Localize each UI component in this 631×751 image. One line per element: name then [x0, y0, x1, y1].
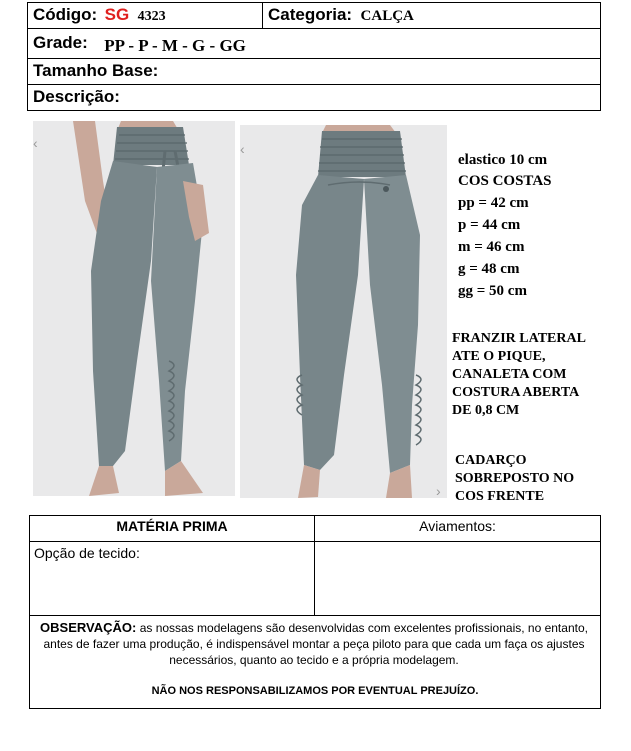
aviamentos-header: Aviamentos: — [419, 518, 496, 534]
cadarco-notes — [455, 452, 625, 506]
opcao-tecido-label: Opção de tecido: — [34, 545, 140, 561]
franzir-line-3: CANALETA COM — [452, 367, 567, 382]
pants-back-photo — [240, 125, 447, 498]
codigo-prefix: SG — [104, 5, 130, 24]
disclaimer: NÃO NOS RESPONSABILIZAMOS POR EVENTUAL PREJUÍZO. — [151, 685, 479, 697]
grade-value: PP - P - M - G - GG — [104, 36, 246, 55]
spec-line-cos-costas: COS COSTAS — [458, 173, 552, 189]
pants-back-illustration — [240, 125, 447, 498]
categoria-field — [268, 5, 414, 25]
cadarco-line-2: SOBREPOSTO NO — [455, 471, 575, 486]
categoria-label: Categoria: — [268, 5, 353, 24]
grade-field — [33, 33, 246, 53]
codigo-field — [33, 5, 166, 25]
franzir-line-1: FRANZIR LATERAL — [452, 331, 586, 346]
franzir-line-2: ATE O PIQUE, — [452, 349, 546, 364]
cadarco-line-1: CADARÇO — [455, 453, 527, 468]
spec-line-g: g = 48 cm — [458, 261, 520, 277]
descricao-label: Descrição: — [33, 87, 120, 106]
codigo-label: Código: — [33, 5, 98, 24]
spec-line-pp: pp = 42 cm — [458, 195, 529, 211]
spec-line-m: m = 46 cm — [458, 239, 525, 255]
franzir-line-4: COSTURA ABERTA — [452, 385, 580, 400]
observacao-text: as nossas modelagens são desenvolvidas com excelentes profissionais, no entanto, antes de fazer uma produção, é indispensável montar a peça piloto para que cada um faça os ajustes necessários, quanto ao tecido e a própria modelagem. — [43, 621, 588, 667]
franzir-line-5: DE 0,8 CM — [452, 403, 520, 418]
observacao-label: OBSERVAÇÃO: — [40, 620, 137, 635]
pants-front-illustration — [33, 121, 235, 496]
spec-line-gg: gg = 50 cm — [458, 283, 527, 299]
categoria-value: CALÇA — [360, 8, 414, 24]
materia-prima-header: MATÉRIA PRIMA — [116, 518, 228, 534]
codigo-value: 4323 — [137, 9, 166, 24]
pants-front-photo — [33, 121, 235, 496]
cadarco-line-3: COS FRENTE — [455, 489, 545, 504]
spec-line-p: p = 44 cm — [458, 217, 521, 233]
grade-label: Grade: — [33, 33, 88, 52]
photo-next-arrow-icon[interactable]: › — [436, 483, 441, 499]
photo-nav-arrow-icon[interactable]: ‹ — [240, 141, 245, 157]
spec-line-elastico: elastico 10 cm — [458, 152, 548, 168]
observacao-block — [34, 620, 594, 668]
photo-prev-arrow-icon[interactable]: ‹ — [33, 135, 38, 151]
spec-notes — [458, 150, 623, 302]
franzir-notes — [452, 330, 627, 420]
tamanho-base-label: Tamanho Base: — [33, 61, 159, 80]
